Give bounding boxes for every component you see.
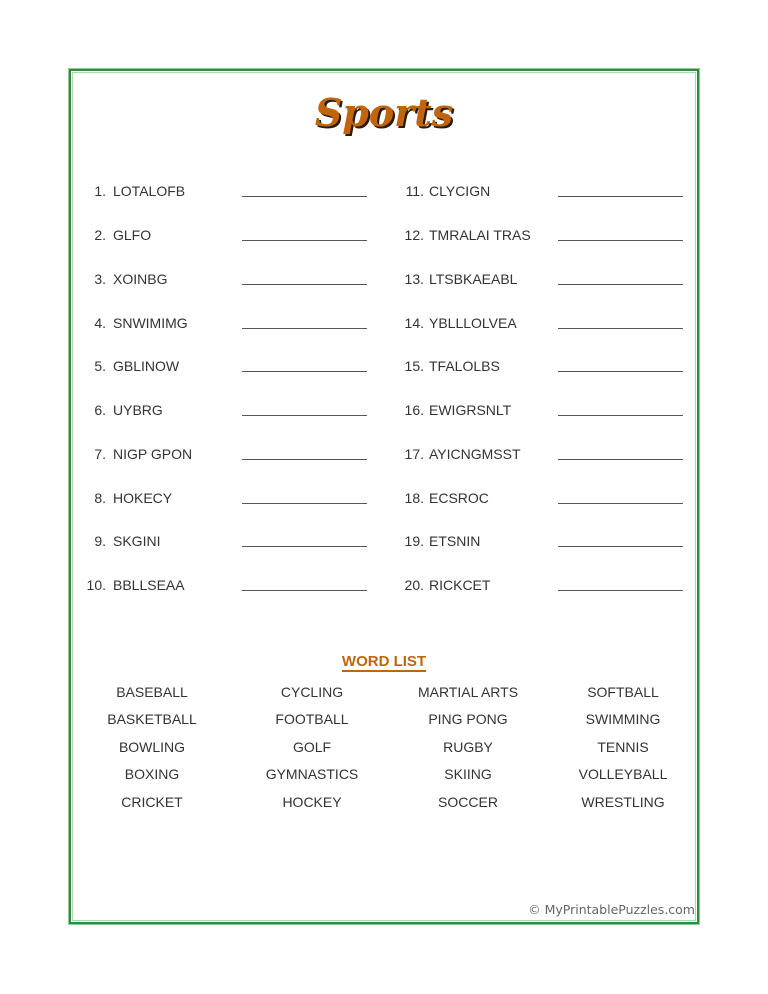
- scrambled-word: NIGP GPON: [113, 446, 193, 462]
- scrambled-word: YBLLLOLVEA: [429, 315, 517, 331]
- puzzle-number: 12.: [404, 227, 424, 243]
- puzzle-item: [0, 358, 768, 380]
- answer-line[interactable]: [558, 415, 683, 416]
- puzzle-item: [0, 446, 768, 468]
- answer-line[interactable]: [558, 284, 683, 285]
- puzzle-number: 16.: [404, 402, 424, 418]
- puzzle-number: 5.: [94, 358, 106, 374]
- word-list-item: SKIING: [444, 766, 492, 782]
- answer-line[interactable]: [558, 328, 683, 329]
- word-list-item: SWIMMING: [585, 711, 661, 727]
- word-list-item: MARTIAL ARTS: [417, 684, 519, 700]
- puzzle-number: 9.: [94, 533, 106, 549]
- puzzle-number: 4.: [94, 315, 106, 331]
- puzzle-number: 18.: [404, 490, 424, 506]
- puzzle-number: 7.: [94, 446, 106, 462]
- word-list-item: SOFTBALL: [587, 684, 659, 700]
- word-list-item: BASKETBALL: [107, 711, 197, 727]
- puzzle-number: 17.: [404, 446, 424, 462]
- scrambled-word: ECSROC: [429, 490, 489, 506]
- word-list-item: WRESTLING: [581, 794, 665, 810]
- scrambled-word: AYICNGMSST: [429, 446, 521, 462]
- answer-line[interactable]: [558, 503, 683, 504]
- puzzle-number: 3.: [94, 271, 106, 287]
- scrambled-word: XOINBG: [113, 271, 168, 287]
- scrambled-word: TFALOLBS: [429, 358, 500, 374]
- word-list-item: FOOTBALL: [275, 711, 349, 727]
- puzzle-number: 14.: [404, 315, 424, 331]
- puzzle-number: 11.: [405, 183, 424, 199]
- answer-line[interactable]: [558, 590, 683, 591]
- puzzle-item: [0, 271, 768, 293]
- word-list-item: HOCKEY: [282, 794, 342, 810]
- answer-line[interactable]: [558, 196, 683, 197]
- word-list-heading: [0, 653, 768, 670]
- word-list-item: GYMNASTICS: [265, 766, 359, 782]
- scrambled-word: CLYCIGN: [429, 183, 491, 199]
- scrambled-word: HOKECY: [113, 490, 173, 506]
- puzzle-number: 1.: [94, 183, 106, 199]
- word-list-item: PING PONG: [428, 711, 508, 727]
- word-list-item: BASEBALL: [116, 684, 188, 700]
- word-list-item: TENNIS: [597, 739, 649, 755]
- puzzle-item: [0, 315, 768, 337]
- puzzle-item: [0, 227, 768, 249]
- puzzle-number: 8.: [94, 490, 106, 506]
- answer-line[interactable]: [558, 459, 683, 460]
- word-list-item: CYCLING: [280, 684, 344, 700]
- word-list-item: VOLLEYBALL: [578, 766, 668, 782]
- copyright-notice: © MyPrintablePuzzles.com: [528, 902, 695, 917]
- puzzle-item: [0, 577, 768, 599]
- scrambled-word: BBLLSEAA: [113, 577, 185, 593]
- puzzle-number: 10.: [86, 577, 106, 593]
- puzzle-number: 20.: [404, 577, 424, 593]
- word-list-item: GOLF: [292, 739, 332, 755]
- puzzle-item: [0, 183, 768, 205]
- word-list-item: BOXING: [124, 766, 180, 782]
- scrambled-word: SNWIMIMG: [113, 315, 188, 331]
- scrambled-word: LOTALOFB: [113, 183, 186, 199]
- puzzle-item: [0, 402, 768, 424]
- scrambled-word: LTSBKAEABL: [429, 271, 518, 287]
- puzzle-number: 13.: [404, 271, 424, 287]
- puzzle-number: 6.: [94, 402, 106, 418]
- word-list-item: BOWLING: [118, 739, 186, 755]
- puzzle-item: [0, 490, 768, 512]
- puzzle-number: 19.: [404, 533, 424, 549]
- puzzle-number: 15.: [404, 358, 424, 374]
- scrambled-word: UYBRG: [113, 402, 163, 418]
- puzzle-item: [0, 533, 768, 555]
- puzzle-number: 2.: [94, 227, 106, 243]
- word-list-item: RUGBY: [443, 739, 493, 755]
- word-list-item: SOCCER: [438, 794, 498, 810]
- answer-line[interactable]: [558, 371, 683, 372]
- scrambled-word: GBLINOW: [113, 358, 180, 374]
- page-title: Sports: [314, 90, 454, 135]
- answer-line[interactable]: [558, 546, 683, 547]
- word-list-title: WORD LIST: [341, 653, 427, 670]
- answer-line[interactable]: [558, 240, 683, 241]
- scrambled-word: TMRALAI TRAS: [429, 227, 531, 243]
- scrambled-word: RICKCET: [429, 577, 491, 593]
- scrambled-word: SKGINI: [113, 533, 161, 549]
- scrambled-word: GLFO: [113, 227, 152, 243]
- word-list-item: CRICKET: [121, 794, 183, 810]
- scrambled-word: ETSNIN: [429, 533, 481, 549]
- scrambled-word: EWIGRSNLT: [429, 402, 512, 418]
